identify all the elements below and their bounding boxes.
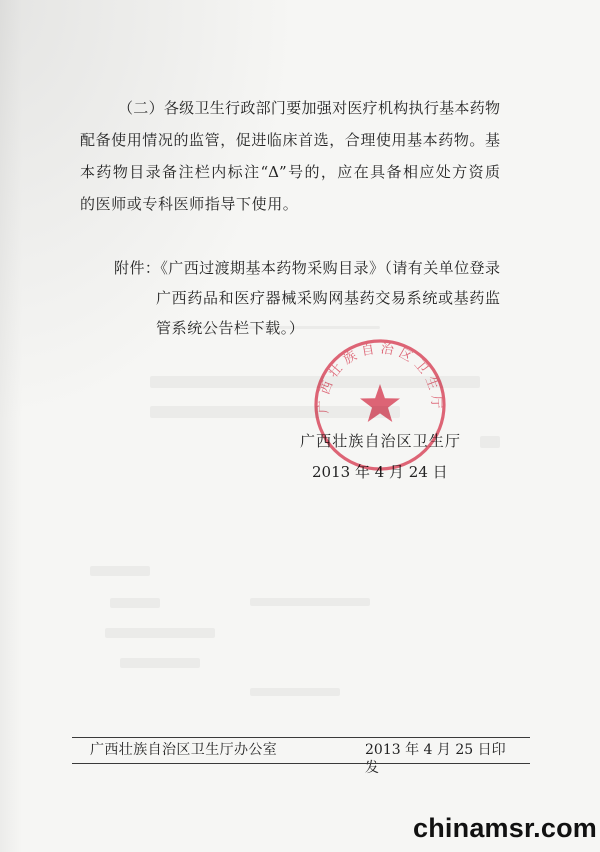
show-through-shadow — [480, 436, 500, 448]
footer-issue-date: 2013 年 4 月 25 日印发 — [365, 742, 506, 776]
footer-top-rule — [72, 737, 530, 738]
show-through-shadow — [250, 598, 370, 606]
attachment-line: 广西药品和医疗器械采购网基药交易系统或基药监 — [156, 289, 500, 307]
paragraph-line: 的医师或专科医师指导下使用。 — [80, 195, 299, 213]
site-watermark: chinamsr.com — [413, 813, 597, 843]
seal-text: 广西壮族自治区卫生厅 — [316, 341, 444, 414]
paragraph-line: 本药物目录备注栏内标注“Δ”号的，应在具备相应处方资质 — [80, 163, 500, 181]
paragraph-line: 配备使用情况的监管，促进临床首选，合理使用基本药物。基 — [80, 131, 500, 149]
signature-date: 2013 年 4 月 24 日 — [312, 463, 448, 481]
seal-star-icon — [360, 384, 400, 422]
official-seal — [310, 335, 450, 475]
attachment-line: 管系统公告栏下载。） — [156, 319, 305, 337]
attachment-line: 附件：《广西过渡期基本药物采购目录》（请有关单位登录 — [114, 259, 500, 277]
paragraph-line: （二）各级卫生行政部门要加强对医疗机构执行基本药物 — [118, 99, 500, 117]
show-through-shadow — [110, 598, 160, 608]
show-through-shadow — [120, 658, 200, 668]
show-through-shadow — [105, 628, 215, 638]
show-through-shadow — [250, 688, 340, 696]
footer-issuer: 广西壮族自治区卫生厅办公室 — [90, 742, 278, 758]
footer-bottom-rule — [72, 763, 530, 764]
signature-org: 广西壮族自治区卫生厅 — [300, 432, 460, 450]
show-through-shadow — [90, 566, 150, 576]
